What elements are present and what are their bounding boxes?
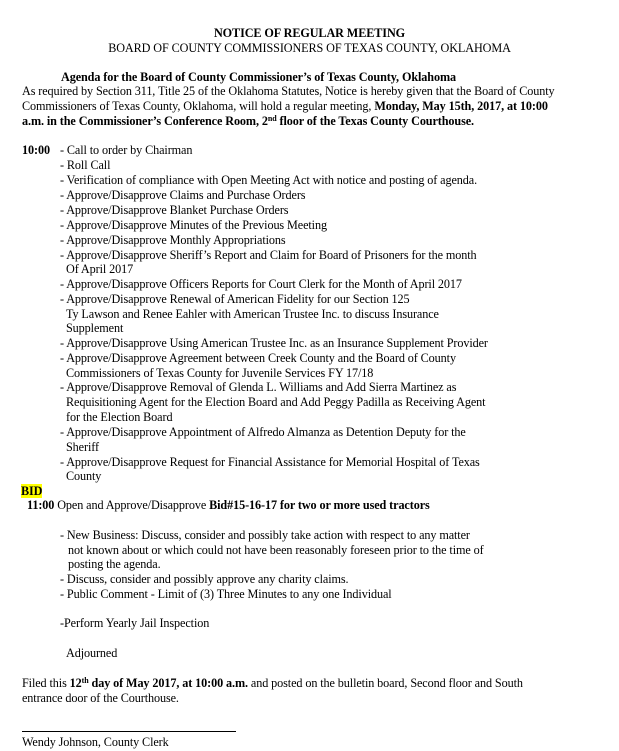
filed-prefix: Filed this: [22, 676, 70, 690]
clerk-signature: Wendy Johnson, County Clerk: [22, 735, 169, 749]
agenda-item-continued: Supplement: [66, 321, 124, 335]
floor-suffix: nd: [267, 114, 277, 123]
bid-text: Open and Approve/Disapprove: [54, 498, 210, 512]
filed-line-2: entrance door of the Courthouse.: [22, 691, 179, 705]
agenda-item: - Approve/Disapprove Renewal of American Fidelity for our Section 125: [60, 292, 410, 306]
intro-line-2-text: Commissioners of Texas County, Oklahoma, will hold a regular meeting,: [22, 99, 375, 113]
filed-day: 12: [69, 676, 82, 690]
agenda-item-continued: Ty Lawson and Renee Eahler with American Trustee Inc. to discuss Insurance: [66, 307, 439, 321]
agenda-heading: Agenda for the Board of County Commissioner’s of Texas County, Oklahoma: [61, 70, 457, 84]
board-subtitle: BOARD OF COUNTY COMMISSIONERS OF TEXAS COUNTY, OKLAHOMA: [108, 41, 511, 55]
filed-date: day of May 2017, at 10:00 a.m.: [88, 676, 248, 690]
intro-line-1: As required by Section 311, Title 25 of the Oklahoma Statutes, Notice is hereby given that the Board of County: [22, 84, 555, 98]
agenda-item: - Roll Call: [60, 158, 111, 172]
agenda-item-continued: Sheriff: [66, 440, 99, 454]
closing-item: -Perform Yearly Jail Inspection: [60, 616, 210, 630]
filed-location: and posted on the bulletin board, Second floor and South: [247, 676, 523, 690]
bid-line: [27, 498, 430, 513]
closing-item-continued: posting the agenda.: [68, 557, 161, 571]
signature-line: [22, 731, 236, 732]
bid-label: BID: [21, 484, 43, 498]
closing-item: - Discuss, consider and possibly approve any charity claims.: [60, 572, 349, 586]
agenda-time: 10:00: [22, 143, 50, 157]
agenda-item: - Approve/Disapprove Claims and Purchase Orders: [60, 188, 306, 202]
meeting-date: Monday, May 15th, 2017, at 10:00: [374, 99, 548, 113]
filed-line-1: [22, 676, 523, 691]
adjourned: Adjourned: [66, 646, 118, 660]
agenda-item: - Approve/Disapprove Officers Reports for Court Clerk for the Month of April 2017: [60, 277, 462, 291]
bid-number: Bid#15-16-17 for two or more used tractors: [209, 498, 430, 512]
agenda-item: - Approve/Disapprove Request for Financial Assistance for Memorial Hospital of Texas: [60, 455, 480, 469]
closing-item: - New Business: Discuss, consider and possibly take action with respect to any matter: [60, 528, 470, 542]
closing-item-continued: not known about or which could not have been reasonably foreseen prior to the time of: [68, 543, 484, 557]
agenda-item-continued: for the Election Board: [66, 410, 173, 424]
agenda-item: - Call to order by Chairman: [60, 143, 193, 157]
agenda-item-continued: Requisitioning Agent for the Election Board and Add Peggy Padilla as Receiving Agent: [66, 395, 486, 409]
intro-line-3: [22, 114, 474, 129]
agenda-item-continued: Commissioners of Texas County for Juvenile Services FY 17/18: [66, 366, 374, 380]
agenda-item: - Approve/Disapprove Appointment of Alfredo Almanza as Detention Deputy for the: [60, 425, 466, 439]
filed-day-suffix: th: [81, 676, 89, 685]
agenda-item-continued: Of April 2017: [66, 262, 134, 276]
notice-title: NOTICE OF REGULAR MEETING: [213, 26, 406, 40]
intro-line-2: [22, 99, 548, 114]
agenda-item: - Approve/Disapprove Blanket Purchase Orders: [60, 203, 289, 217]
agenda-item-continued: County: [66, 469, 102, 483]
bid-label-wrap: [21, 484, 42, 499]
agenda-item: - Approve/Disapprove Monthly Appropriations: [60, 233, 286, 247]
agenda-item: - Approve/Disapprove Agreement between Creek County and the Board of County: [60, 351, 456, 365]
agenda-item: - Approve/Disapprove Removal of Glenda L. Williams and Add Sierra Martinez as: [60, 380, 457, 394]
agenda-item: - Verification of compliance with Open Meeting Act with notice and posting of agenda.: [60, 173, 478, 187]
agenda-item: - Approve/Disapprove Sheriff’s Report and Claim for Board of Prisoners for the month: [60, 248, 477, 262]
agenda-item: - Approve/Disapprove Minutes of the Previous Meeting: [60, 218, 327, 232]
closing-item: - Public Comment - Limit of (3) Three Minutes to any one Individual: [60, 587, 392, 601]
bid-time: 11:00: [27, 498, 55, 512]
meeting-place-rest: floor of the Texas County Courthouse.: [276, 114, 475, 128]
agenda-item: - Approve/Disapprove Using American Trustee Inc. as an Insurance Supplement Provider: [60, 336, 488, 350]
meeting-place: a.m. in the Commissioner’s Conference Room, 2: [22, 114, 268, 128]
